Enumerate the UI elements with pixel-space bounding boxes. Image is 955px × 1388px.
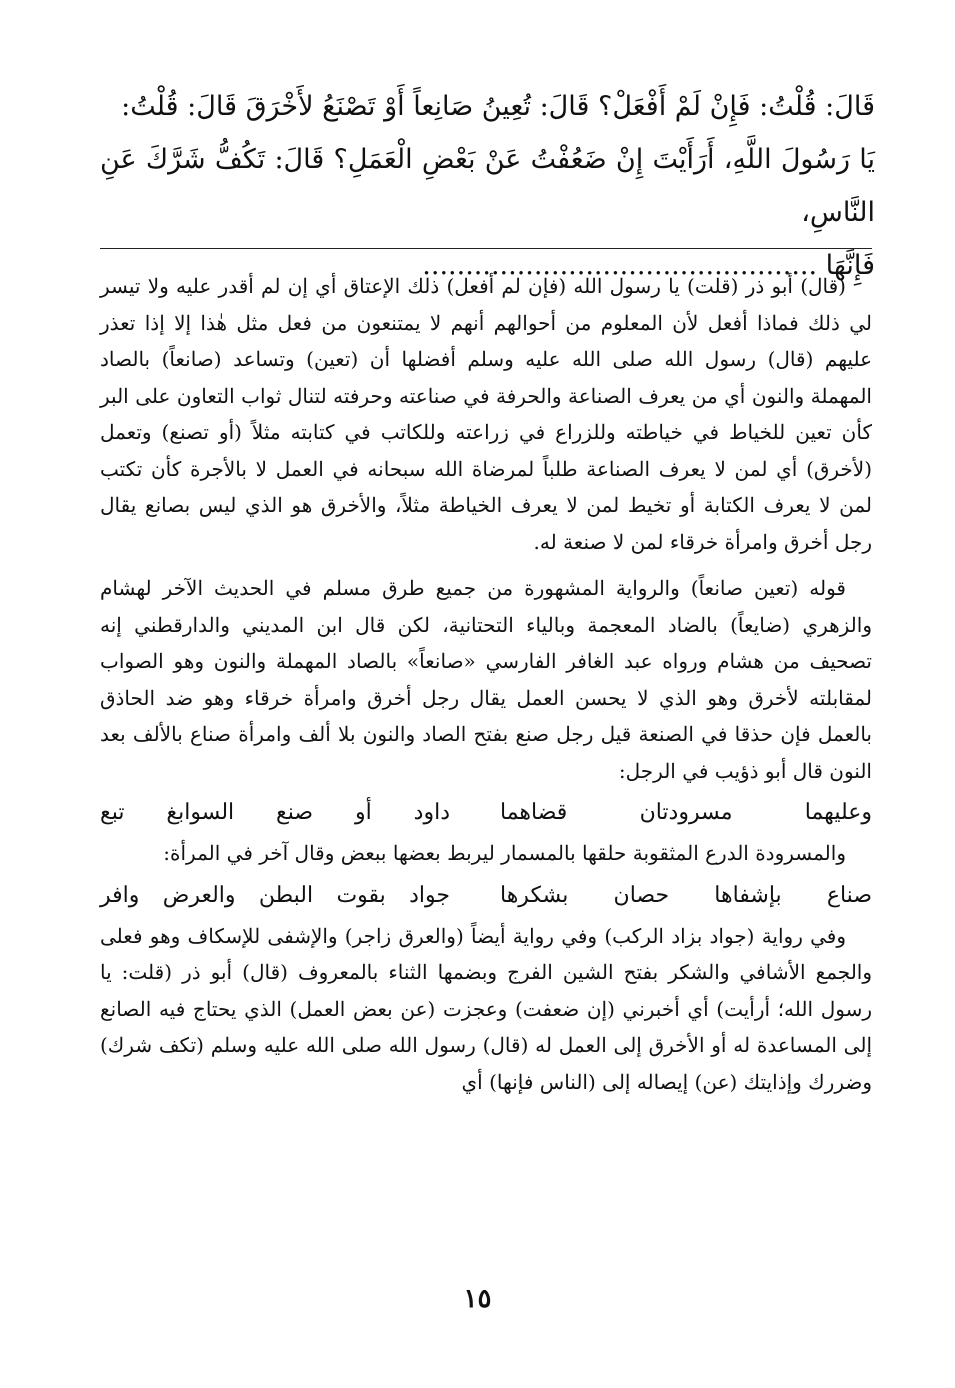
poem-verse xyxy=(100,874,872,918)
continuation-dots: .............................................. xyxy=(422,250,818,281)
verse-first-hemistich: وعليهما مسرودتان قضاهما xyxy=(500,800,872,825)
hadith-line: قَالَ: قُلْتُ: فَإِنْ لَمْ أَفْعَلْ؟ قَالَ: تُعِينُ صَانِعاً أَوْ تَصْنَعُ لأَخْرَقَ قَالَ: قُلْتُ: xyxy=(121,91,875,122)
commentary-paragraph: والمسرودة الدرع المثقوبة حلقها بالمسمار ليربط بعضها ببعض وقال آخر في المرأة: xyxy=(163,841,846,865)
separator-rule xyxy=(100,248,872,249)
commentary-paragraph: (قال) أبو ذر (قلت) يا رسول الله (فإن لم أفعل) ذلك الإعتاق أي إن لم أقدر عليه ولا تيسر لي ذلك فماذا أفعل لأن المعلوم من أحوالهم أنهم لا يمتنعون من فعل مثل هٰذا إلا إذا تعذر عليهم (قال) رسول الله صلى الله عليه وسلم أفضلها أن (تعين) وتساعد (صانعاً) بالصاد المهملة والنون أي من يعرف الصناعة والحرفة في صناعته وحرفته لتنال ثواب التعاون على البر كأن تعين للخياط في خياطته وللزراع في زراعته وللكاتب في كتابته مثلاً (أو تصنع) وتعمل (لأخرق) أي لمن لا يعرف الصناعة طلباً لمرضاة الله سبحانه في العمل لا بالأجرة كأن تكتب لمن لا يعرف الكتابة أو تخيط لمن لا يعرف الخياطة مثلاً، والأخرق هو الذي ليس بصانع يقال رجل أخرق وامرأة خرقاء لمن لا صنعة له. xyxy=(100,274,873,554)
verse-second-hemistich: داود أو صنع السوابغ تبع xyxy=(100,800,450,825)
page-number: ١٥ xyxy=(463,1284,492,1314)
hadith-line: يَا رَسُولَ اللَّهِ، أَرَأَيْتَ إِنْ ضَعُفْتُ عَنْ بَعْضِ الْعَمَلِ؟ قَالَ: تَكُفُّ شَرَّكَ عَنِ النَّاسِ، xyxy=(100,144,875,228)
verse-second-hemistich: جواد بقوت البطن والعرض وافر xyxy=(100,882,450,908)
commentary xyxy=(100,268,872,1100)
commentary-paragraph: قوله (تعين صانعاً) والرواية المشهورة من جميع طرق مسلم في الحديث الآخر لهشام والزهري (ضايعاً) بالضاد المعجمة وبالياء التحتانية، لكن قال ابن المديني والدارقطني إنه تصحيف من هشام ورواه عبد الغافر الفارسي «صانعاً» بالصاد المهملة والنون وهو الصواب لمقابلته لأخرق وهو الذي لا يحسن العمل يقال رجل أخرق وامرأة خرقاء وهو ضد الحاذق بالعمل فإن حذقا في الصنعة قيل رجل صنع بفتح الصاد والنون بلا ألف وامرأة صناع بالألف بعد النون قال أبو ذؤيب في الرجل: xyxy=(100,576,872,783)
hadith-line-text: فَإِنَّهَا xyxy=(825,250,875,281)
poem-verse xyxy=(100,791,872,835)
commentary-paragraph: وفي رواية (جواد بزاد الركب) وفي رواية أيضاً (والعرق زاجر) والإشفى للإسكاف وهو فعلى والجمع الأشافي والشكر بفتح الشين الفرج وبضمها الثناء بالمعروف (قال) أبو ذر (قلت: يا رسول الله؛ أرأيت) أي أخبرني (إن ضعفت) وعجزت (عن بعض العمل) الذي يحتاج فيه الصانع إلى المساعدة له أو الأخرق إلى العمل له (قال) رسول الله صلى الله عليه وسلم (تكف شرك) وضررك وإذايتك (عن) إيصاله إلى (الناس فإنها) أي xyxy=(100,923,872,1094)
verse-first-hemistich: صناع بإشفاها حصان بشكرها xyxy=(500,882,872,908)
hadith-text xyxy=(100,80,875,292)
